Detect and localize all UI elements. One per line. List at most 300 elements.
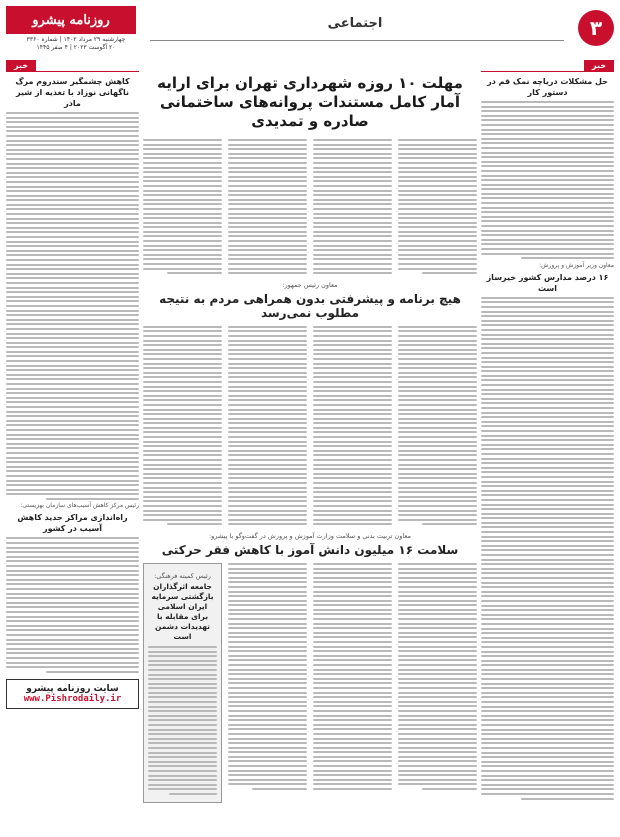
text-line	[148, 687, 217, 689]
text-line	[398, 409, 477, 411]
text-line	[143, 491, 222, 493]
text-line	[228, 363, 307, 365]
text-line	[6, 204, 139, 206]
text-line	[481, 142, 614, 144]
text-line	[398, 595, 477, 597]
text-line	[481, 779, 614, 781]
text-line	[143, 454, 222, 456]
text-line	[6, 236, 139, 238]
text-line	[398, 774, 477, 776]
text-line	[481, 641, 614, 643]
text-line	[143, 258, 222, 260]
text-line	[398, 213, 477, 215]
text-line	[228, 500, 307, 502]
text-line	[6, 602, 139, 604]
text-line	[313, 487, 392, 489]
text-line	[398, 235, 477, 237]
text-line	[481, 129, 614, 131]
text-line	[313, 413, 392, 415]
text-line	[398, 199, 477, 201]
text-line	[481, 389, 614, 391]
left-story2-headline: راه‌اندازی مراکز جدید کاهش آسیب در کشور	[17, 513, 128, 534]
text-line	[228, 510, 307, 512]
left-story2-kicker: رئیس مرکز کاهش آسیب‌های سازمان بهزیستی:	[20, 502, 139, 510]
masthead	[0, 6, 620, 56]
text-line	[6, 268, 139, 270]
text-line	[6, 208, 139, 210]
text-line	[148, 784, 217, 786]
text-line	[481, 775, 614, 777]
text-line	[6, 415, 139, 417]
text-line	[398, 613, 477, 615]
text-line	[228, 139, 307, 141]
text-line	[313, 148, 392, 150]
text-line	[481, 133, 614, 135]
text-line	[398, 395, 477, 397]
text-line	[481, 729, 614, 731]
text-line	[313, 422, 392, 424]
text-line	[398, 505, 477, 507]
text-line	[143, 358, 222, 360]
text-line	[228, 167, 307, 169]
text-line	[6, 130, 139, 132]
text-line	[228, 148, 307, 150]
text-line	[6, 579, 139, 581]
ad-url[interactable]: www.Pishrodaily.ir	[23, 693, 122, 704]
text-line	[228, 705, 307, 707]
text-line	[6, 475, 139, 477]
text-line	[398, 367, 477, 369]
text-line	[143, 231, 222, 233]
text-line	[313, 523, 392, 525]
text-line	[398, 604, 477, 606]
text-line	[481, 490, 614, 492]
text-line	[143, 386, 222, 388]
text-line	[398, 464, 477, 466]
text-line	[313, 459, 392, 461]
text-line	[481, 738, 614, 740]
text-line	[148, 779, 217, 781]
text-line	[148, 683, 217, 685]
text-line	[398, 678, 477, 680]
text-line	[228, 733, 307, 735]
text-line	[481, 540, 614, 542]
text-line	[143, 222, 222, 224]
text-line	[398, 577, 477, 579]
text-line	[313, 431, 392, 433]
text-line	[6, 310, 139, 312]
text-line	[6, 397, 139, 399]
right-story2-body	[481, 297, 614, 800]
text-line	[398, 491, 477, 493]
text-line	[6, 158, 139, 160]
text-line	[481, 517, 614, 519]
text-line	[481, 243, 614, 245]
date-line	[6, 36, 146, 52]
text-line	[398, 586, 477, 588]
text-line	[398, 190, 477, 192]
text-line	[228, 185, 307, 187]
text-line	[228, 445, 307, 447]
text-line	[481, 683, 614, 685]
text-line	[481, 742, 614, 744]
text-line	[313, 586, 392, 588]
text-line	[143, 226, 222, 228]
text-line	[398, 655, 477, 657]
right-story-headline: حل مشکلات دریاچه نمک قم در دستور کار	[487, 77, 608, 97]
text-line	[481, 306, 614, 308]
text-line	[313, 514, 392, 516]
text-line	[313, 171, 392, 173]
text-line	[398, 468, 477, 470]
text-line	[228, 636, 307, 638]
text-line	[313, 254, 392, 256]
text-line	[228, 482, 307, 484]
text-line	[398, 381, 477, 383]
text-line	[6, 195, 139, 197]
text-line	[481, 467, 614, 469]
text-line	[398, 450, 477, 452]
text-line	[313, 344, 392, 346]
text-line	[6, 172, 139, 174]
text-line	[148, 646, 217, 648]
text-line	[481, 202, 614, 204]
text-line	[481, 119, 614, 121]
text-line	[313, 153, 392, 155]
text-line	[228, 258, 307, 260]
text-line	[143, 422, 222, 424]
text-line	[313, 468, 392, 470]
text-line	[6, 447, 139, 449]
text-line	[398, 148, 477, 150]
text-line	[228, 568, 307, 570]
text-line	[398, 510, 477, 512]
box-headline: جامعه اثرگذاران بازگشتی سرمایه ایران اسلامی برای مقابله با تهدیدات دشمن است	[151, 581, 214, 641]
text-line	[422, 523, 477, 525]
news-tag-right: خبر	[481, 60, 614, 72]
text-line	[313, 609, 392, 611]
text-line	[228, 454, 307, 456]
text-line	[313, 701, 392, 703]
text-line	[6, 634, 139, 636]
text-line	[143, 510, 222, 512]
text-line	[228, 395, 307, 397]
text-line	[398, 162, 477, 164]
text-line	[6, 556, 139, 558]
text-line	[6, 300, 139, 302]
text-line	[228, 774, 307, 776]
text-line	[6, 560, 139, 562]
text-line	[228, 358, 307, 360]
text-line	[398, 696, 477, 698]
story2-headline: هیچ برنامه و پیشرفتی بدون همراهی مردم به نتیجه مطلوب نمی‌رسد	[159, 291, 461, 320]
text-line	[398, 747, 477, 749]
text-line	[143, 268, 222, 270]
text-line	[228, 190, 307, 192]
text-line	[481, 756, 614, 758]
text-line	[143, 372, 222, 374]
text-line	[143, 500, 222, 502]
news-tag-left: خبر	[6, 60, 139, 72]
text-line	[6, 652, 139, 654]
text-line	[398, 641, 477, 643]
text-line	[313, 235, 392, 237]
text-line	[481, 526, 614, 528]
text-line	[422, 788, 477, 790]
text-line	[148, 775, 217, 777]
text-line	[228, 514, 307, 516]
text-line	[481, 425, 614, 427]
text-line	[143, 399, 222, 401]
text-line	[6, 181, 139, 183]
text-line	[143, 217, 222, 219]
text-line	[313, 381, 392, 383]
text-line	[143, 157, 222, 159]
text-line	[398, 240, 477, 242]
text-line	[228, 650, 307, 652]
text-line	[398, 413, 477, 415]
text-line	[313, 162, 392, 164]
text-line	[167, 523, 222, 525]
text-line	[313, 208, 392, 210]
text-line	[481, 407, 614, 409]
text-line	[313, 176, 392, 178]
text-line	[398, 719, 477, 721]
text-line	[6, 489, 139, 491]
text-line	[228, 180, 307, 182]
text-line	[313, 669, 392, 671]
text-line	[313, 705, 392, 707]
text-line	[313, 577, 392, 579]
text-line	[398, 176, 477, 178]
text-line	[481, 188, 614, 190]
text-line	[6, 135, 139, 137]
text-line	[228, 473, 307, 475]
text-line	[148, 706, 217, 708]
text-line	[481, 692, 614, 694]
text-line	[313, 765, 392, 767]
text-line	[398, 636, 477, 638]
text-line	[228, 655, 307, 657]
text-line	[481, 110, 614, 112]
text-line	[6, 537, 139, 539]
text-line	[313, 167, 392, 169]
text-line	[148, 756, 217, 758]
text-line	[143, 171, 222, 173]
text-line	[143, 519, 222, 521]
text-line	[313, 222, 392, 224]
text-line	[313, 190, 392, 192]
text-line	[6, 227, 139, 229]
text-line	[398, 710, 477, 712]
text-line	[313, 604, 392, 606]
text-line	[228, 199, 307, 201]
text-line	[143, 162, 222, 164]
text-line	[398, 386, 477, 388]
text-line	[6, 639, 139, 641]
text-line	[228, 779, 307, 781]
text-line	[313, 760, 392, 762]
text-line	[6, 629, 139, 631]
text-line	[398, 263, 477, 265]
text-line	[143, 203, 222, 205]
text-line	[6, 547, 139, 549]
text-line	[228, 577, 307, 579]
text-line	[398, 363, 477, 365]
text-line	[6, 480, 139, 482]
text-line	[481, 315, 614, 317]
text-line	[143, 436, 222, 438]
text-line	[481, 320, 614, 322]
text-line	[6, 625, 139, 627]
text-line	[313, 687, 392, 689]
text-line	[6, 264, 139, 266]
text-line	[313, 340, 392, 342]
text-line	[143, 263, 222, 265]
story3-kicker: معاون تربیت بدنی و سلامت وزارت آموزش و پرورش در گفت‌وگو با پیشرو:	[208, 531, 412, 540]
text-line	[481, 522, 614, 524]
text-line	[143, 344, 222, 346]
text-line	[6, 620, 139, 622]
text-line	[481, 646, 614, 648]
text-line	[481, 678, 614, 680]
text-line	[481, 628, 614, 630]
text-line	[228, 254, 307, 256]
text-line	[148, 664, 217, 666]
text-line	[228, 340, 307, 342]
text-line	[228, 240, 307, 242]
text-line	[228, 487, 307, 489]
text-line	[313, 678, 392, 680]
text-line	[313, 268, 392, 270]
text-line	[398, 682, 477, 684]
text-line	[313, 482, 392, 484]
text-line	[228, 623, 307, 625]
text-line	[228, 226, 307, 228]
text-line	[6, 551, 139, 553]
text-line	[6, 314, 139, 316]
text-line	[398, 208, 477, 210]
text-line	[143, 335, 222, 337]
text-line	[481, 549, 614, 551]
text-line	[313, 510, 392, 512]
text-line	[398, 728, 477, 730]
text-line	[398, 376, 477, 378]
text-line	[228, 719, 307, 721]
text-line	[143, 390, 222, 392]
text-line	[143, 404, 222, 406]
text-line	[148, 651, 217, 653]
text-line	[481, 453, 614, 455]
text-line	[481, 124, 614, 126]
text-line	[143, 418, 222, 420]
text-line	[313, 779, 392, 781]
right-story2-kicker: معاون وزیر آموزش و پرورش:	[539, 261, 614, 269]
text-line	[143, 353, 222, 355]
text-line	[6, 570, 139, 572]
text-line	[6, 305, 139, 307]
text-line	[228, 217, 307, 219]
text-line	[398, 222, 477, 224]
text-line	[521, 798, 614, 800]
text-line	[228, 770, 307, 772]
text-line	[313, 372, 392, 374]
text-line	[143, 363, 222, 365]
text-line	[481, 770, 614, 772]
text-line	[228, 724, 307, 726]
text-line	[313, 436, 392, 438]
story3-headline: سلامت ۱۶ میلیون دانش آموز با کاهش فقر حرکتی	[161, 542, 459, 557]
text-line	[398, 487, 477, 489]
text-line	[6, 597, 139, 599]
text-line	[6, 222, 139, 224]
text-line	[6, 153, 139, 155]
text-line	[143, 450, 222, 452]
text-line	[481, 784, 614, 786]
text-line	[398, 459, 477, 461]
text-line	[313, 409, 392, 411]
right-story-body	[481, 101, 614, 259]
text-line	[313, 491, 392, 493]
text-line	[481, 669, 614, 671]
text-line	[313, 774, 392, 776]
text-line	[228, 404, 307, 406]
text-line	[228, 381, 307, 383]
text-line	[481, 747, 614, 749]
text-line	[313, 477, 392, 479]
text-line	[6, 218, 139, 220]
text-line	[481, 343, 614, 345]
text-line	[398, 482, 477, 484]
text-line	[228, 523, 307, 525]
text-line	[143, 487, 222, 489]
date-line-gregorian: ۲۰ آگوست ۲۰۲۳ | ۴ صفر ۱۴۴۵	[36, 44, 116, 51]
text-line	[228, 646, 307, 648]
text-line	[313, 623, 392, 625]
text-line	[228, 422, 307, 424]
text-line	[143, 139, 222, 141]
text-line	[481, 421, 614, 423]
text-line	[481, 582, 614, 584]
text-line	[228, 715, 307, 717]
text-line	[313, 144, 392, 146]
text-line	[481, 531, 614, 533]
text-line	[481, 179, 614, 181]
text-line	[398, 226, 477, 228]
text-line	[398, 139, 477, 141]
text-line	[148, 701, 217, 703]
text-line	[481, 614, 614, 616]
text-line	[481, 586, 614, 588]
ad-title: سایت روزنامه پیشرو	[26, 683, 119, 694]
date-line-persian: چهارشنبه ۲۹ مرداد ۱۴۰۲ | شماره ۳۳۶۰	[26, 36, 126, 43]
text-line	[481, 752, 614, 754]
text-line	[46, 671, 139, 673]
text-line	[6, 662, 139, 664]
text-line	[228, 701, 307, 703]
text-line	[398, 353, 477, 355]
lead-story-body	[143, 139, 477, 277]
text-line	[313, 496, 392, 498]
text-line	[228, 376, 307, 378]
text-line	[6, 374, 139, 376]
text-line	[6, 342, 139, 344]
text-line	[398, 742, 477, 744]
text-line	[143, 376, 222, 378]
text-line	[313, 386, 392, 388]
text-line	[6, 319, 139, 321]
text-line	[148, 660, 217, 662]
